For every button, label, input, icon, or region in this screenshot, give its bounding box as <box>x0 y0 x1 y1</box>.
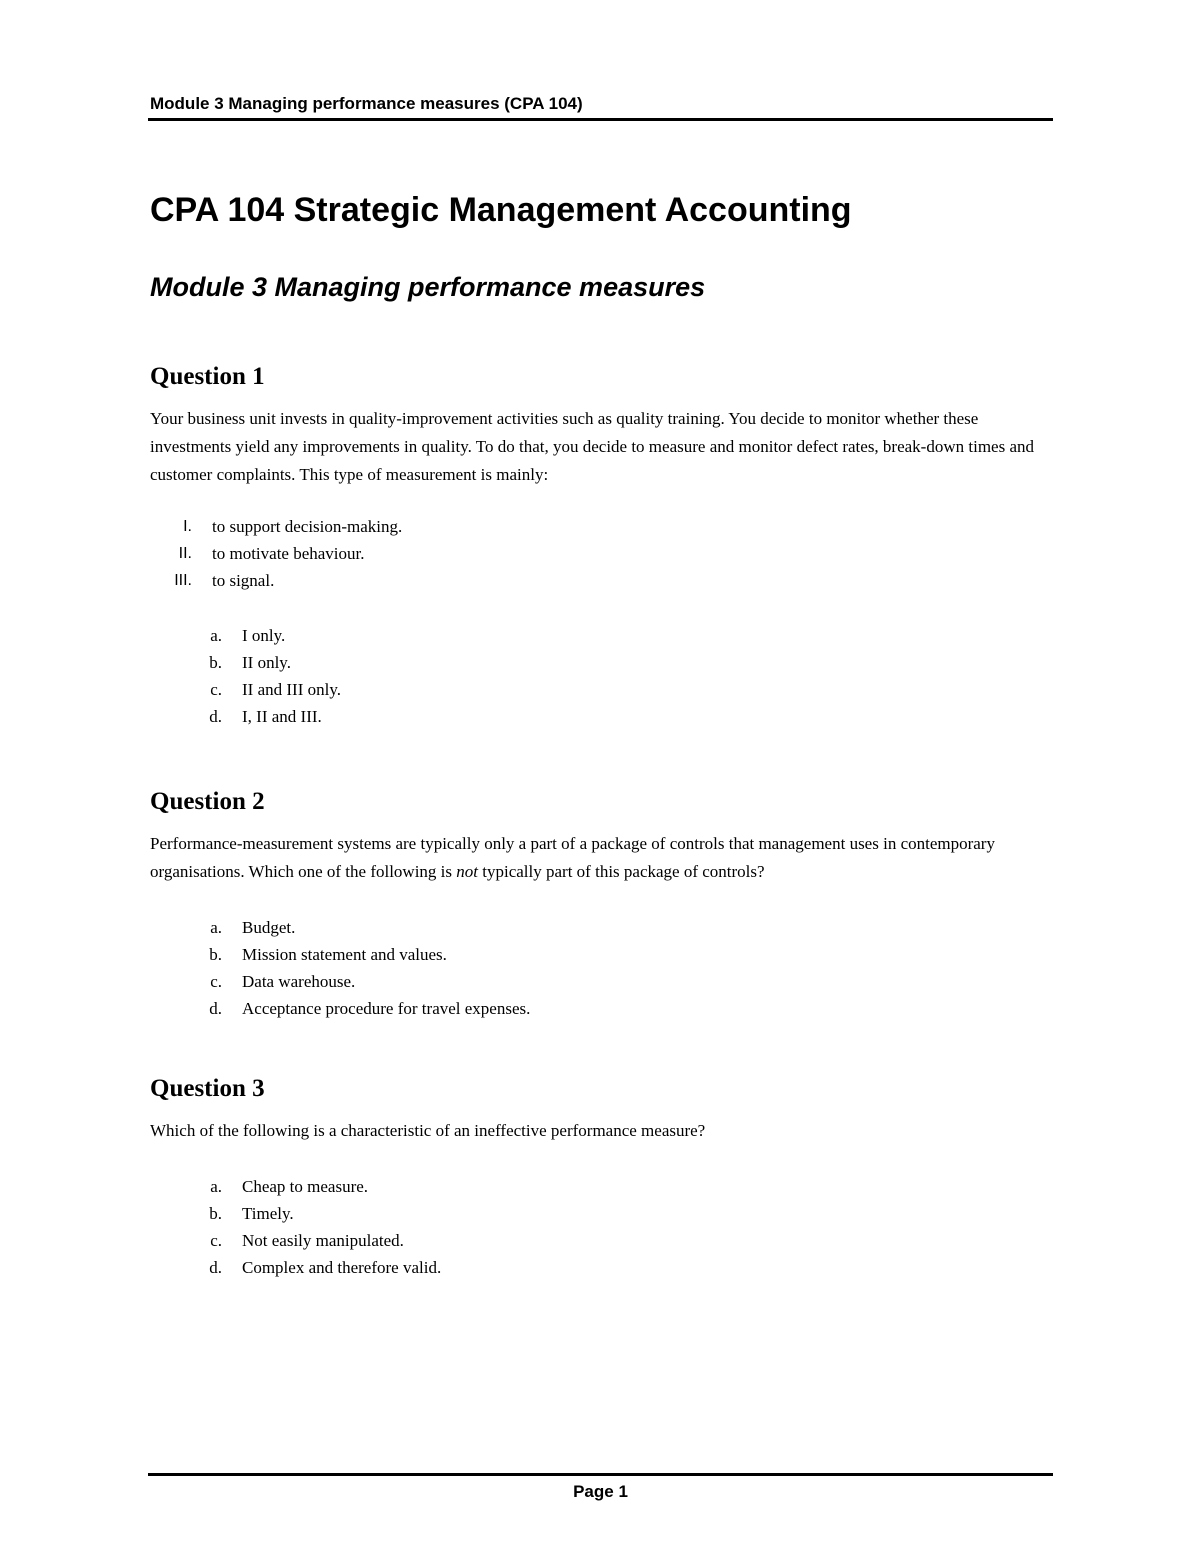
question-text-emphasis: not <box>456 862 479 881</box>
option-item <box>150 676 1050 703</box>
option-text: I, II and III. <box>242 707 322 726</box>
statement-list <box>150 513 1050 594</box>
option-list <box>150 914 1050 1022</box>
question-heading: Question 1 <box>150 363 265 390</box>
question-3 <box>150 1073 1050 1281</box>
statement-text: to motivate behaviour. <box>212 544 365 563</box>
question-heading: Question 3 <box>150 1075 265 1102</box>
option-item <box>150 995 1050 1022</box>
option-item <box>150 1254 1050 1281</box>
question-text: Which of the following is a characteristic of an ineffective performance measure? <box>150 1121 706 1140</box>
option-item <box>150 914 1050 941</box>
option-list <box>150 622 1050 730</box>
option-letter: d. <box>209 707 222 726</box>
option-letter: c. <box>210 680 222 699</box>
option-letter: c. <box>210 1231 222 1250</box>
option-letter: b. <box>209 653 222 672</box>
question-text <box>150 830 1040 886</box>
question-text-start: Performance-measurement systems are typically only a part of a package of controls that management uses in contemporary organisations. Which one of the following is <box>150 834 995 881</box>
option-item <box>150 1227 1050 1254</box>
question-1 <box>150 361 1050 730</box>
document-subtitle: Module 3 Managing performance measures <box>150 272 706 302</box>
statement-text: to support decision-making. <box>212 517 403 536</box>
document-title: CPA 104 Strategic Management Accounting <box>150 191 852 229</box>
option-text: Not easily manipulated. <box>242 1231 404 1250</box>
option-letter: a. <box>210 626 222 645</box>
page-number: Page 1 <box>573 1482 628 1501</box>
running-header <box>148 90 1053 121</box>
option-text: Mission statement and values. <box>242 945 447 964</box>
question-text-end: typically part of this package of controls? <box>478 862 765 881</box>
option-item <box>150 968 1050 995</box>
option-text: Data warehouse. <box>242 972 356 991</box>
statement-number: II. <box>178 545 192 562</box>
option-list <box>150 1173 1050 1281</box>
option-letter: c. <box>210 972 222 991</box>
option-item <box>150 1200 1050 1227</box>
question-heading: Question 2 <box>150 788 265 815</box>
option-text: I only. <box>242 626 286 645</box>
page-footer <box>148 1480 1053 1504</box>
option-letter: a. <box>210 1177 222 1196</box>
footer-rule <box>148 1473 1053 1476</box>
option-letter: d. <box>209 999 222 1018</box>
statement-item <box>150 513 1050 540</box>
option-text: Budget. <box>242 918 296 937</box>
option-item <box>150 941 1050 968</box>
option-item <box>150 1173 1050 1200</box>
option-text: II and III only. <box>242 680 341 699</box>
statement-text: to signal. <box>212 571 275 590</box>
option-letter: d. <box>209 1258 222 1277</box>
option-letter: b. <box>209 1204 222 1223</box>
statement-item <box>150 540 1050 567</box>
option-letter: b. <box>209 945 222 964</box>
statement-item <box>150 567 1050 594</box>
question-text: Your business unit invests in quality-improvement activities such as quality training. You decide to monitor whether these investments yield any improvements in quality. To do that, you decide to measure and monitor defect rates, break-down times and customer complaints. This type of measurement is mainly: <box>150 409 1034 484</box>
option-text: Cheap to measure. <box>242 1177 369 1196</box>
option-text: Acceptance procedure for travel expenses. <box>242 999 531 1018</box>
option-letter: a. <box>210 918 222 937</box>
option-item <box>150 703 1050 730</box>
statement-number: III. <box>174 572 192 589</box>
option-text: II only. <box>242 653 291 672</box>
option-text: Timely. <box>242 1204 294 1223</box>
option-item <box>150 622 1050 649</box>
running-header-title: Module 3 Managing performance measures (CPA 104) <box>150 94 583 113</box>
option-item <box>150 649 1050 676</box>
option-text: Complex and therefore valid. <box>242 1258 442 1277</box>
statement-number: I. <box>183 518 192 535</box>
question-2 <box>150 786 1050 1022</box>
